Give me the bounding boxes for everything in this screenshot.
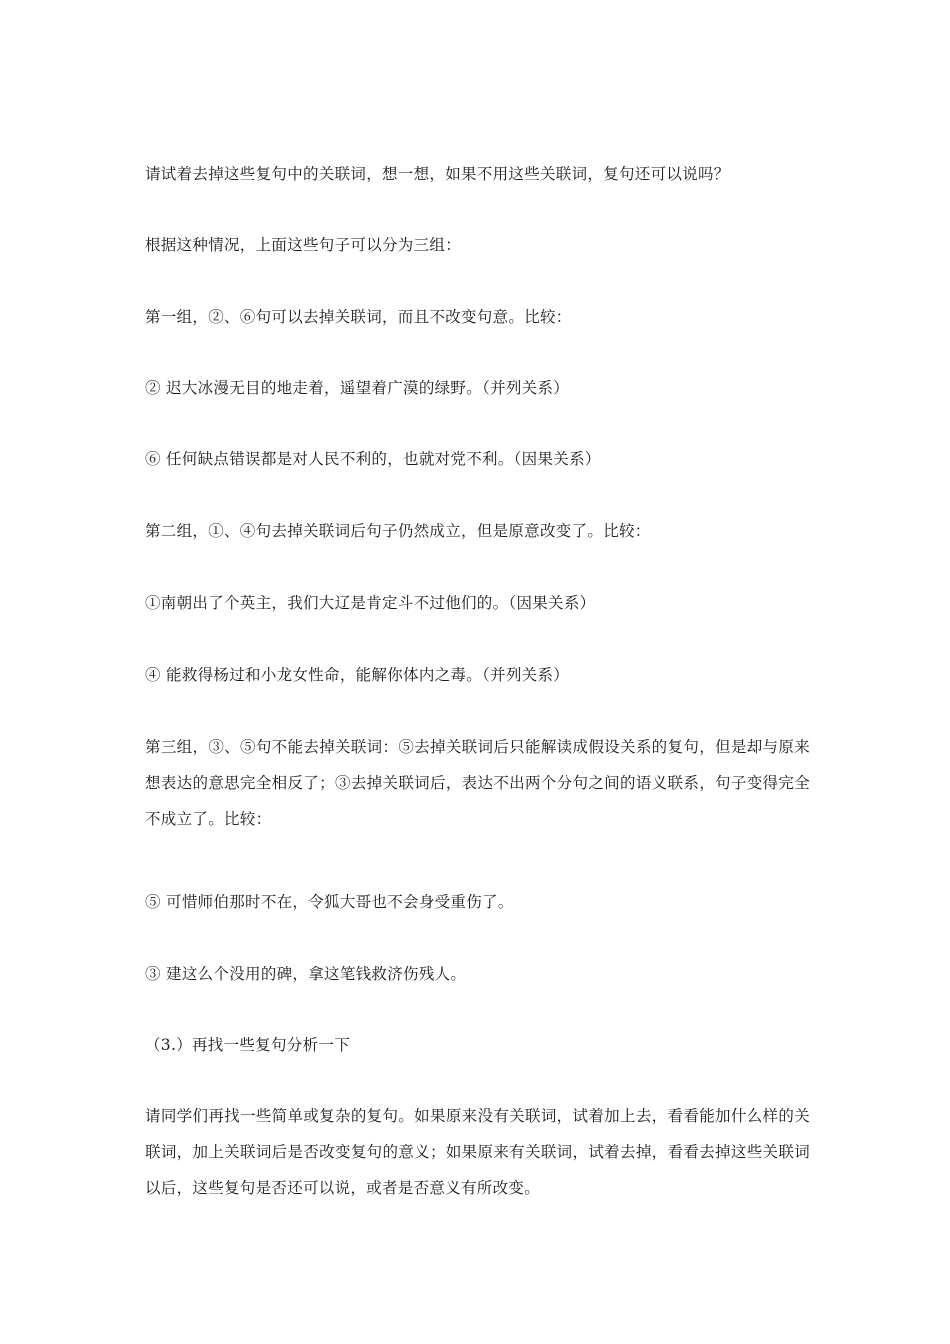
example-sentence-4: ④ 能救得杨过和小龙女性命，能解你体内之毒。（并列关系） (145, 666, 570, 684)
section-heading-3: （3.）再找一些复句分析一下 (145, 1036, 350, 1054)
example-sentence-6: ⑥ 任何缺点错误都是对人民不利的，也就对党不利。（因果关系） (145, 450, 601, 468)
group-two-heading: 第二组，①、④句去掉关联词后句子仍然成立，但是原意改变了。比较： (145, 522, 651, 540)
example-sentence-1: ①南朝出了个英主，我们大辽是肯定斗不过他们的。（因果关系） (145, 594, 596, 612)
exercise-instruction-paragraph: 请同学们再找一些简单或复杂的复句。如果原来没有关联词，试着加上去，看看能加什么样的关联词，加上关联词后是否改变复句的意义；如果原来有关联词，试着去掉，看看去掉这些关联词以后，这些复句是否还可以说，或者是否意义有所改变。 (145, 1107, 810, 1197)
group-three-paragraph: 第三组，③、⑤句不能去掉关联词：⑤去掉关联词后只能解读成假设关系的复句，但是却与原来想表达的意思完全相反了；③去掉关联词后，表达不出两个分句之间的语义联系，句子变得完全不成立了。比较： (145, 738, 810, 828)
question-paragraph: 请试着去掉这些复句中的关联词，想一想，如果不用这些关联词，复句还可以说吗？ (145, 165, 730, 183)
example-sentence-2: ② 迟大冰漫无目的地走着，遥望着广漠的绿野。（并列关系） (145, 379, 570, 397)
group-one-heading: 第一组，②、⑥句可以去掉关联词，而且不改变句意。比较： (145, 308, 572, 326)
example-sentence-5: ⑤ 可惜师伯那时不在，令狐大哥也不会身受重伤了。 (145, 893, 514, 911)
example-sentence-3: ③ 建这么个没用的碑，拿这笔钱救济伤残人。 (145, 965, 467, 983)
grouping-intro-paragraph: 根据这种情况，上面这些句子可以分为三组： (145, 236, 462, 254)
